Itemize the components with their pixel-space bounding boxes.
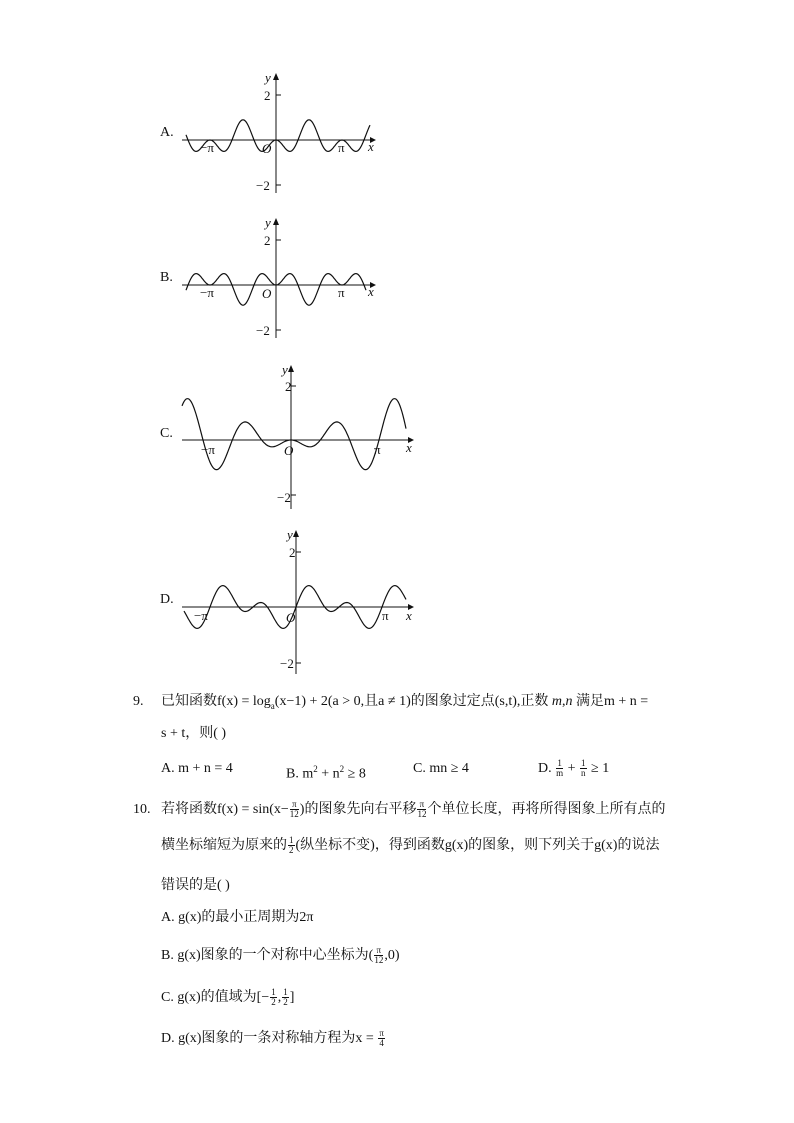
q10-choice-d[interactable]: D. g(x)图象的一条对称轴方程为x = $\frac{\pi}{4}$ — [161, 1028, 384, 1049]
x-pos-label: π — [338, 285, 345, 300]
question-9-line-2: s + t，则( ) — [161, 726, 227, 741]
x-neg-label: −π — [200, 140, 214, 155]
y-axis-arrow — [293, 530, 299, 537]
y-bottom-label: −2 — [256, 323, 270, 338]
y-axis-label: y — [265, 70, 271, 85]
q9-choice-a[interactable]: A. m + n = 4 — [161, 761, 233, 776]
question-10-line-1: 若将函数f(x) = sin(x− $\frac{\pi}{12}$ )的图象先向右平移 $\frac{\pi}{12}$ 个单位长度，再将所得图象上所有点的 — [161, 799, 666, 820]
x-pos-label: π — [382, 608, 389, 623]
y-axis-label: y — [265, 215, 271, 230]
x-axis-label: x — [406, 608, 412, 623]
x-pos-label: π — [338, 140, 345, 155]
curve-c — [182, 399, 406, 470]
origin-label: O — [284, 443, 294, 458]
y-top-label: 2 — [289, 545, 296, 560]
y-top-label: 2 — [264, 88, 271, 103]
q10-choice-a[interactable]: A. g(x)的最小正周期为2π — [161, 910, 314, 925]
option-d-label: D. — [160, 592, 174, 607]
origin-label: O — [262, 141, 272, 156]
question-9-line-1: 已知函数$f(x) = \log_a(x-1) + 2(a > 0$,且a ≠ 1)的图象过定点(s,t),正数 m,n 满足m + n = — [161, 694, 649, 711]
y-axis-arrow — [288, 365, 294, 372]
origin-label: O — [286, 610, 296, 625]
y-axis-label: y — [287, 527, 293, 542]
x-neg-label: −π — [201, 442, 215, 457]
question-10-line-2: 横坐标缩短为原来的 $\frac{1}{2}$ (纵坐标不变)，得到函数g(x)的图象，则下列关于g(x)的说法 — [161, 835, 660, 856]
y-axis-arrow — [273, 73, 279, 80]
q9-choice-d[interactable]: D. $\frac{1}{m}$ + $\frac{1}{n}$ ≥ 1 — [538, 758, 610, 779]
graph-d — [180, 527, 420, 677]
origin-label: O — [262, 286, 272, 301]
y-bottom-label: −2 — [280, 656, 294, 671]
y-bottom-label: −2 — [256, 178, 270, 193]
y-axis-arrow — [273, 218, 279, 225]
y-top-label: 2 — [285, 379, 292, 394]
option-c-label: C. — [160, 426, 173, 441]
q9-choice-b[interactable]: B. $m^2 + n^2 \ge 8$ — [286, 764, 366, 782]
q10-choice-c[interactable]: C. g(x)的值域为[− $\frac{1}{2}$ , $\frac{1}{2}$ ] — [161, 987, 295, 1008]
y-axis-label: y — [282, 362, 288, 377]
x-neg-label: −π — [194, 608, 208, 623]
option-b-label: B. — [160, 270, 173, 285]
graph-b — [180, 215, 380, 340]
q10-choice-b[interactable]: B. g(x)图象的一个对称中心坐标为( $\frac{\pi}{12}$ ,0) — [161, 945, 400, 966]
x-neg-label: −π — [200, 285, 214, 300]
y-bottom-label: −2 — [277, 490, 291, 505]
question-number: 9. — [133, 694, 144, 709]
x-axis-label: x — [368, 284, 374, 299]
x-pos-label: π — [374, 442, 381, 457]
y-top-label: 2 — [264, 233, 271, 248]
option-a-label: A. — [160, 125, 174, 140]
question-10-line-3: 错误的是( ) — [161, 878, 230, 893]
graph-c — [180, 362, 420, 512]
question-number: 10. — [133, 802, 151, 817]
graph-a — [180, 70, 380, 195]
q9-choice-c[interactable]: C. mn ≥ 4 — [413, 761, 469, 776]
x-axis-label: x — [406, 440, 412, 455]
x-axis-label: x — [368, 139, 374, 154]
